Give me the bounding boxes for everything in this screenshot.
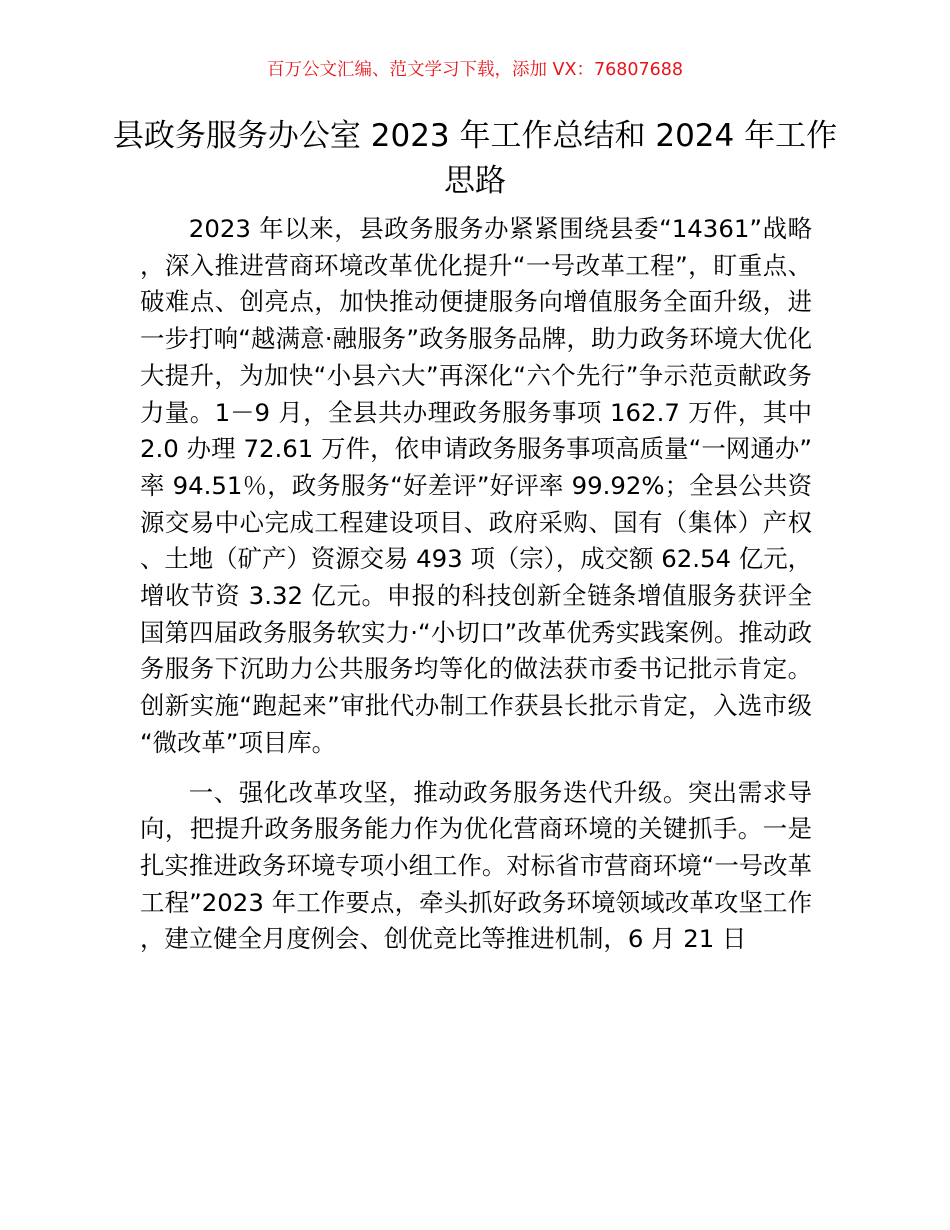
paragraph-section-1: 一、强化改革攻坚，推动政务服务迭代升级。突出需求导向，把提升政务服务能力作为优化营商环境的关键抓手。一是扎实推进政务环境专项小组工作。对标省市营商环境“一号改革工程”2023 年工作要点，牵头抓好政务环境领域改革攻坚工作，建立健全月度例会、创优竞比等推进机制，6 月 21 日 bbox=[140, 777, 812, 954]
paragraph-intro: 2023 年以来，县政务服务办紧紧围绕县委“14361”战略，深入推进营商环境改革优化提升“一号改革工程”，盯重点、破难点、创亮点，加快推动便捷服务向增值服务全面升级，进一步打响“越满意·融服务”政务服务品牌，助力政务环境大优化大提升，为加快“小县六大”再深化“六个先行”争示范贡献政务力量。1－9 月，全县共办理政务服务事项 162.7 万件，其中 2.0 办理 72.61 万件，依申请政务服务事项高质量“一网通办”率 94.51％，政务服务“好差评”好评率 99.92%；全县公共资源交易中心完成工程建设项目、政府采购、国有（集体）产权、土地（矿产）资源交易 493 项（宗），成交额 62.54 亿元，增收节资 3.32 亿元。申报的科技创新全链条增值服务获评全国第四届政务服务软实力·“小切口”改革优秀实践案例。推动政务服务下沉助力公共服务均等化的做法获市委书记批示肯定。创新实施“跑起来”审批代办制工作获县长批示肯定，入选市级“微改革”项目库。 bbox=[140, 214, 812, 757]
document-title: 县政务服务办公室 2023 年工作总结和 2024 年工作思路 bbox=[112, 118, 838, 199]
header-note: 百万公文汇编、范文学习下载，添加 VX：76807688 bbox=[266, 60, 684, 80]
document-body bbox=[140, 211, 812, 958]
